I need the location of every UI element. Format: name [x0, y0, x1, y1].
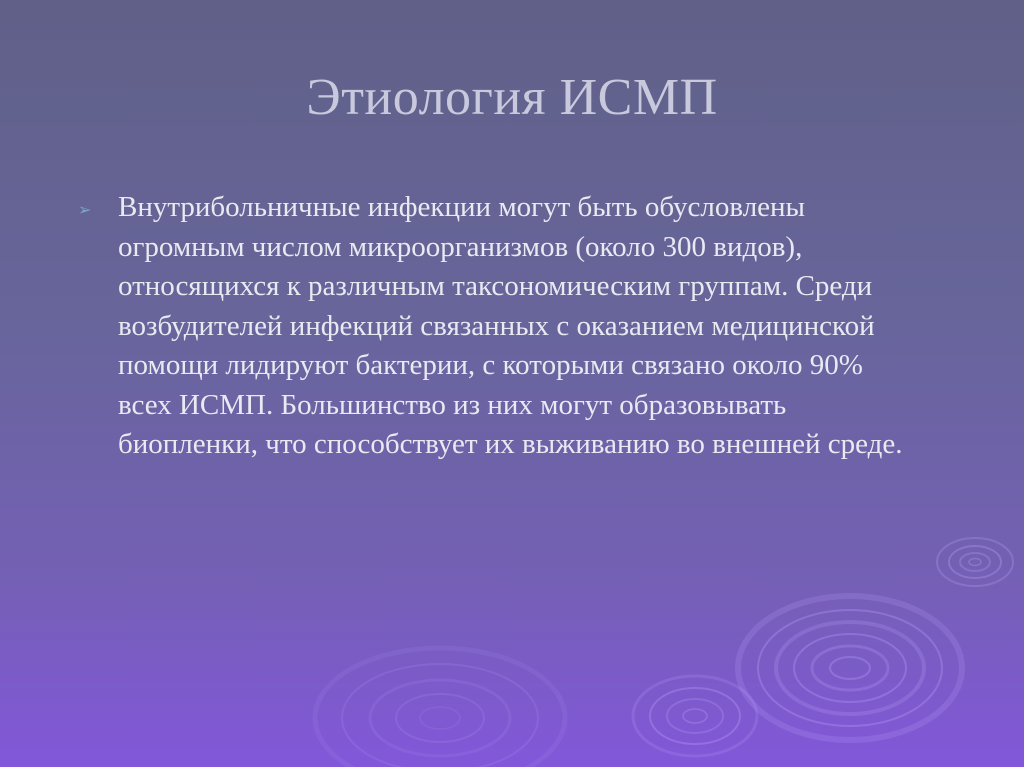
- arrow-bullet-icon: ➢: [78, 200, 92, 219]
- bullet-text: Внутрибольничные инфекции могут быть обусловлены огромным числом микроорганизмов (около 300 видов), относящихся к различным таксономическим группам. Среди возбудителей инфекций связанных с оказанием медицинской помощи лидируют бактерии, с которыми связано около 90% всех ИСМП. Большинство из них могут образовывать биопленки, что способствует их выживанию во внешней среде.: [118, 191, 903, 460]
- bullet-item: [78, 188, 958, 465]
- slide-title: Этиология ИСМП: [306, 69, 718, 126]
